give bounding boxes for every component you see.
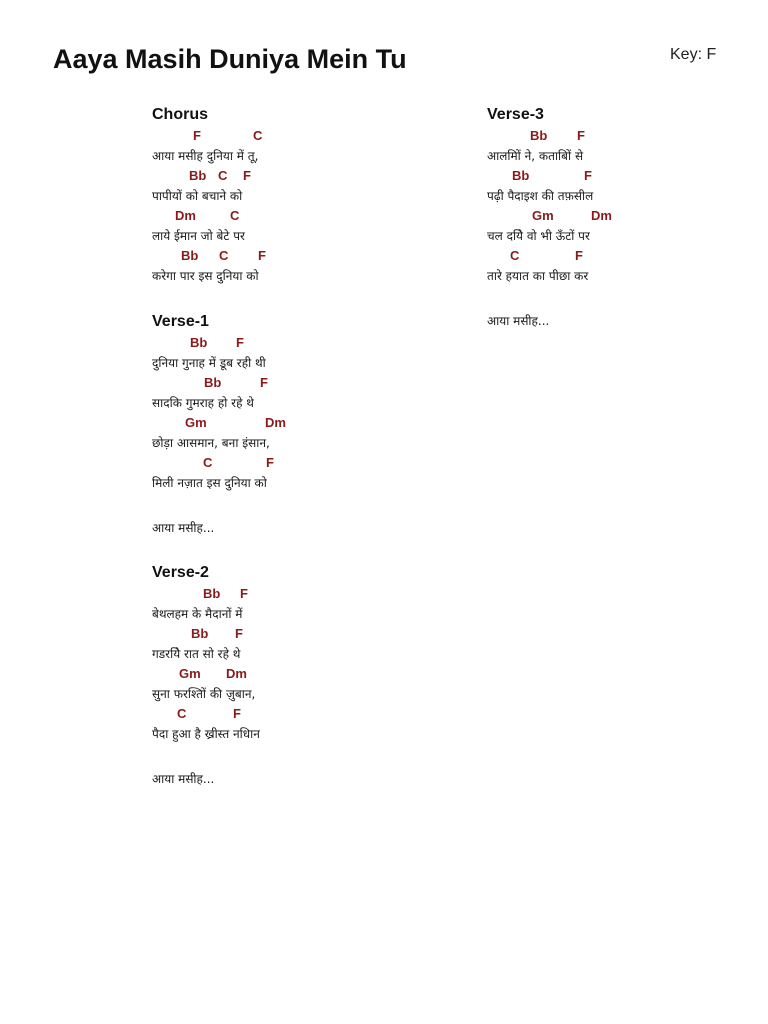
lyric-line: बेथलहम के मैदानों में (152, 607, 243, 621)
lyric-line: पढ़ी पैदाइश की तफ़सील (487, 189, 594, 203)
refrain-line: आया मसीह... (152, 521, 215, 535)
refrain-line: आया मसीह... (487, 314, 550, 328)
lyric-line: आया मसीह दुनिया में तू, (152, 149, 259, 163)
chord: Gm (532, 208, 554, 223)
chorus-heading: Chorus (152, 106, 208, 123)
chord: F (240, 586, 248, 601)
chord: Bb (512, 168, 530, 183)
chord: C (253, 128, 263, 143)
chord: Bb (181, 248, 199, 263)
chord: F (260, 375, 268, 390)
lyric-line: गडरयिे रात सो रहे थे (152, 647, 241, 661)
lyric-line: सादकि गुमराह हो रहे थे (152, 396, 254, 410)
chord: F (236, 335, 244, 350)
chord: Bb (204, 375, 222, 390)
chord: C (219, 248, 229, 263)
chord: F (193, 128, 201, 143)
chord: F (577, 128, 585, 143)
chord: F (243, 168, 251, 183)
chord: F (235, 626, 243, 641)
lyric-line: पापीयों को बचाने को (152, 189, 243, 203)
chord: F (233, 706, 241, 721)
lyric-line: सुना फरश्तिों की ज़ुबान, (152, 687, 256, 701)
lyric-line: तारे हयात का पीछा कर (487, 269, 589, 283)
verse-3-heading: Verse-3 (487, 106, 544, 123)
lyric-line: करेगा पार इस दुनिया को (152, 269, 259, 283)
chord: Dm (226, 666, 247, 681)
lyric-line: दुनिया गुनाह में डूब रही थी (152, 356, 266, 370)
chord: Bb (530, 128, 548, 143)
chord: Dm (265, 415, 286, 430)
chord: C (230, 208, 240, 223)
chord: F (575, 248, 583, 263)
lyric-line: आलमिों ने, कताबिों से (487, 149, 584, 163)
chord: F (258, 248, 266, 263)
refrain-line: आया मसीह... (152, 772, 215, 786)
lyric-line: पैदा हुआ है ख्रीस्त नधिान (152, 727, 260, 741)
chord: C (177, 706, 187, 721)
lyric-line: लाये ईमान जो बेटे पर (152, 229, 245, 243)
song-key: Key: F (670, 46, 717, 63)
chord: F (584, 168, 592, 183)
chord: Gm (185, 415, 207, 430)
chord: C (218, 168, 228, 183)
lyric-line: मिली नज़ात इस दुनिया को (152, 476, 267, 490)
chord: Bb (190, 335, 208, 350)
chord: Dm (175, 208, 196, 223)
verse-1-heading: Verse-1 (152, 313, 209, 330)
chord: C (203, 455, 213, 470)
lyric-line: छोड़ा आसमान, बना इंसान, (152, 436, 270, 450)
chord: Gm (179, 666, 201, 681)
chord: Bb (191, 626, 209, 641)
chord: C (510, 248, 520, 263)
lyric-line: चल दयिे वो भी ऊँटों पर (487, 229, 590, 243)
chord: F (266, 455, 274, 470)
chord: Bb (203, 586, 221, 601)
verse-2-heading: Verse-2 (152, 564, 209, 581)
chord: Bb (189, 168, 207, 183)
chord: Dm (591, 208, 612, 223)
song-title: Aaya Masih Duniya Mein Tu (53, 44, 407, 74)
